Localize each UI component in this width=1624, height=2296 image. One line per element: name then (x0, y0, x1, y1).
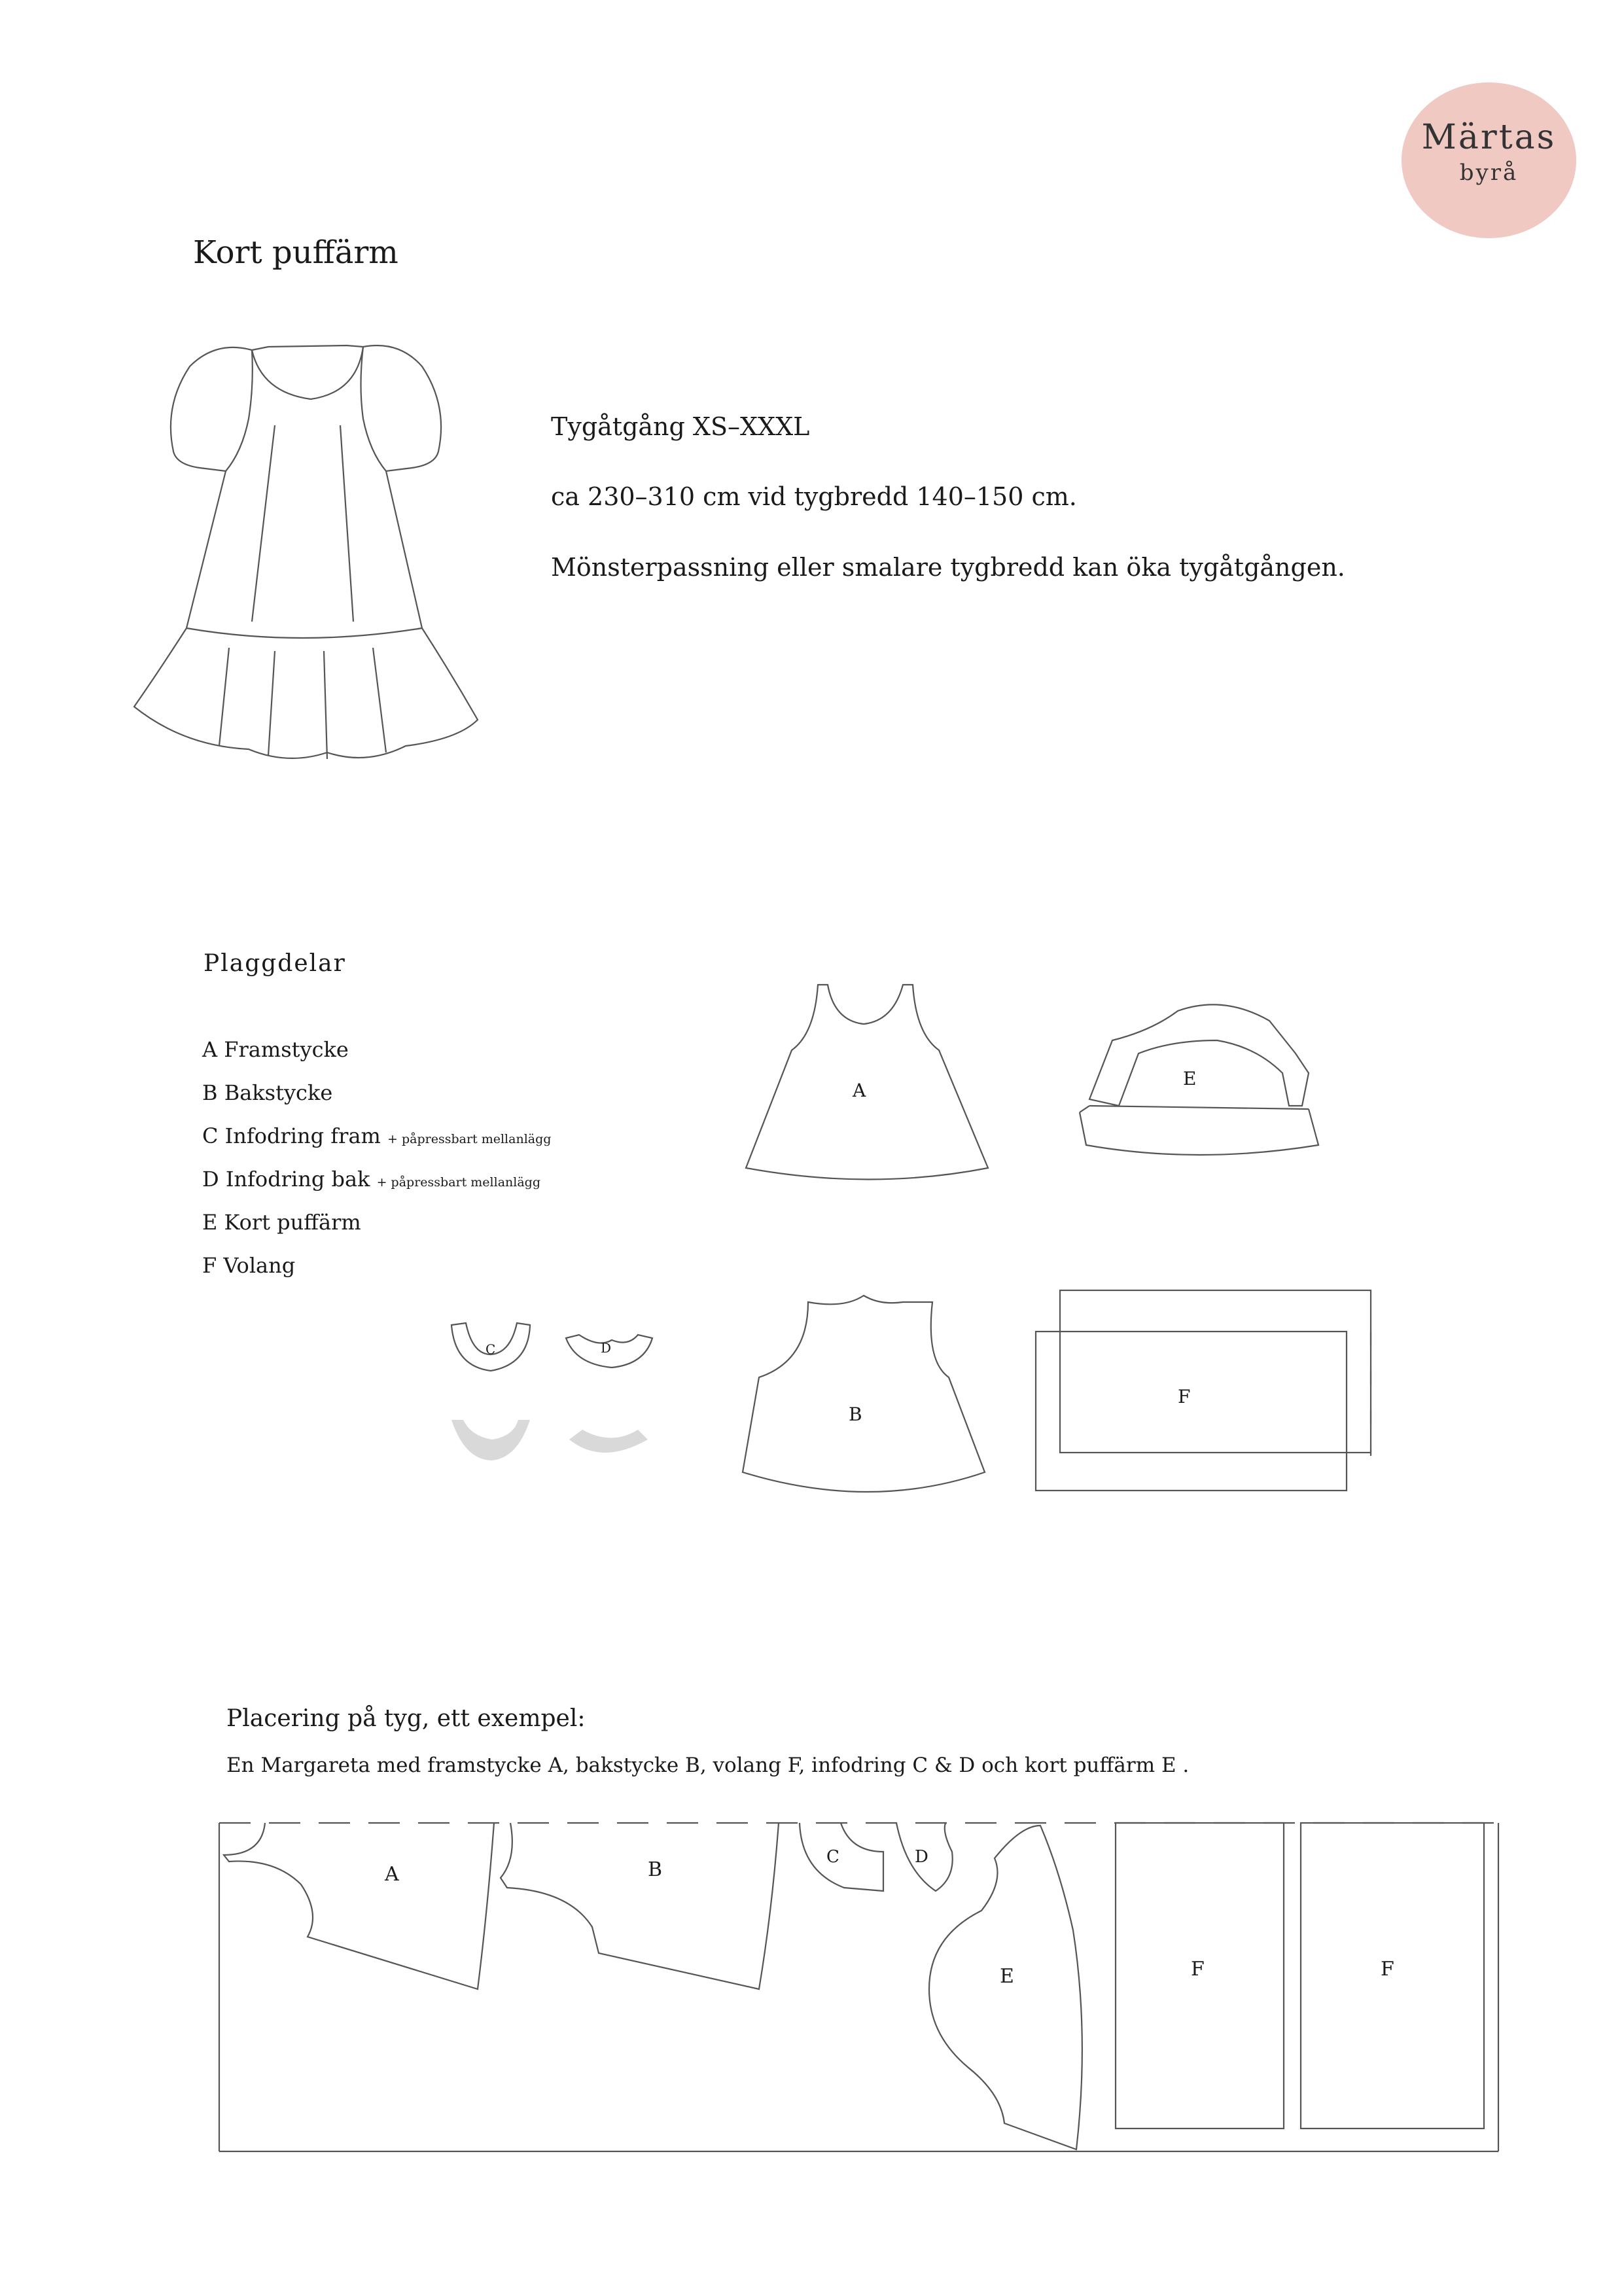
page-title: Kort puffärm (193, 234, 398, 271)
fabric-note: Mönsterpassning eller smalare tygbredd kan öka tygåtgången. (551, 553, 1345, 582)
piece-a-label: A (853, 1080, 866, 1101)
fabric-heading: Tygåtgång XS–XXXL (551, 412, 810, 441)
part-item-f: F Volang (202, 1253, 296, 1278)
layout-a-label: A (385, 1863, 399, 1886)
logo-line-1: Märtas (1421, 118, 1557, 157)
parts-heading: Plaggdelar (203, 950, 346, 977)
part-item-b: B Bakstycke (202, 1080, 333, 1105)
piece-d-label: D (601, 1340, 612, 1356)
piece-a (746, 985, 988, 1180)
part-item-c: C Infodring fram + påpressbart mellanlägg (202, 1123, 552, 1148)
dress-illustration (134, 345, 478, 759)
logo-line-2: byrå (1459, 160, 1519, 186)
piece-b-label: B (849, 1404, 862, 1425)
piece-e (1089, 1004, 1309, 1106)
fabric-layout (219, 1823, 1498, 2151)
fabric-amount: ca 230–310 cm vid tygbredd 140–150 cm. (551, 482, 1077, 511)
layout-e-label: E (1000, 1965, 1014, 1988)
layout-c-label: C (826, 1847, 839, 1867)
placement-heading: Placering på tyg, ett exempel: (226, 1705, 586, 1732)
part-item-d: D Infodring bak + påpressbart mellanlägg (202, 1167, 540, 1192)
part-item-a: A Framstycke (202, 1037, 349, 1062)
piece-c-label: C (485, 1341, 496, 1357)
layout-b-label: B (648, 1858, 663, 1881)
placement-description: En Margareta med framstycke A, bakstycke B, volang F, infodring C & D och kort puffärm E . (226, 1754, 1190, 1777)
layout-d-label: D (915, 1847, 928, 1867)
layout-f1-label: F (1191, 1958, 1205, 1981)
piece-f-back (1060, 1290, 1371, 1453)
piece-f-label: F (1178, 1386, 1191, 1407)
layout-f2-label: F (1381, 1958, 1394, 1981)
piece-b (743, 1296, 985, 1492)
part-item-e: E Kort puffärm (202, 1210, 361, 1235)
piece-e-label: E (1183, 1068, 1197, 1089)
piece-f-front (1036, 1332, 1347, 1491)
